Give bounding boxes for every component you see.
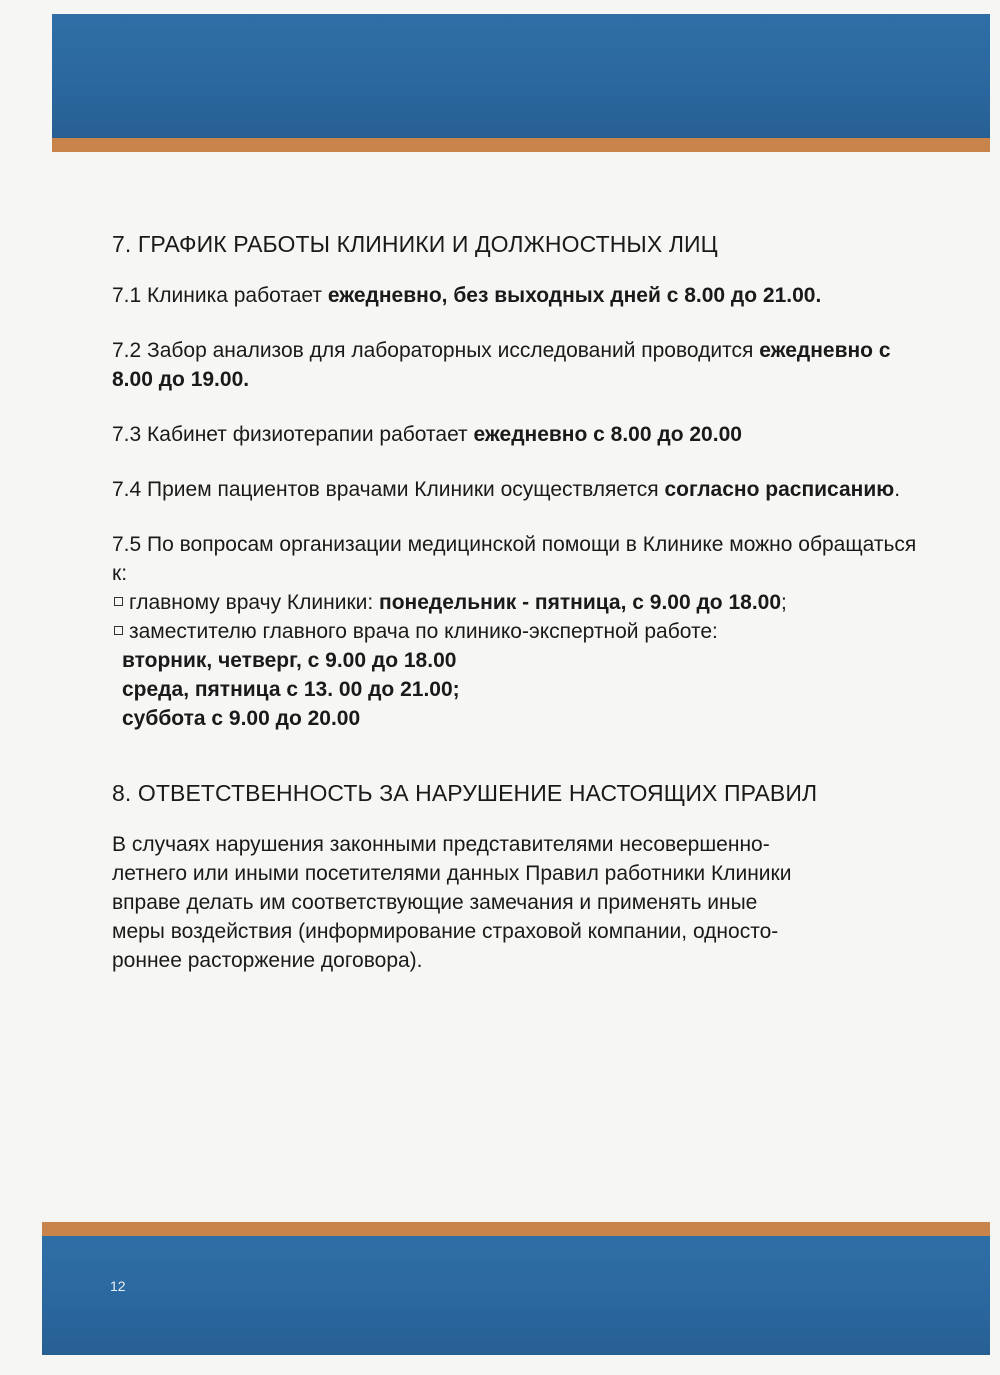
deputy-schedule-line: среда, пятница с 13. 00 до 21.00; xyxy=(122,678,460,701)
paragraph-7-2: 7.2 Забор анализов для лабораторных исследований проводится ежедневно с 8.00 до 19.00. xyxy=(112,339,891,391)
paragraph-7-3: 7.3 Кабинет физиотерапии работает ежедневно с 8.00 до 20.00 xyxy=(112,423,742,446)
paragraph-8-line: меры воздействия (информирование страховой компании, односто- xyxy=(112,920,779,943)
paragraph-7-4: 7.4 Прием пациентов врачами Клиники осуществляется согласно расписанию. xyxy=(112,478,901,501)
paragraph-8-line: В случаях нарушения законными представителями несовершенно- xyxy=(112,833,770,856)
footer-orange-stripe xyxy=(42,1222,990,1236)
deputy-schedule-line: вторник, четверг, с 9.00 до 18.00 xyxy=(122,649,457,672)
deputy-schedule-line: суббота с 9.00 до 20.00 xyxy=(122,707,361,730)
paragraph-8-line: роннее расторжение договора). xyxy=(112,949,423,972)
header-orange-stripe xyxy=(52,138,990,152)
square-bullet-icon xyxy=(114,597,123,606)
paragraph-7-1: 7.1 Клиника работает ежедневно, без выходных дней с 8.00 до 21.00. xyxy=(112,284,822,307)
paragraph-8-line: вправе делать им соответствующие замечания и применять иные xyxy=(112,891,758,914)
section-7-heading: 7. ГРАФИК РАБОТЫ КЛИНИКИ И ДОЛЖНОСТНЫХ ЛИЦ xyxy=(112,231,718,257)
page-content xyxy=(112,230,932,975)
paragraph-8 xyxy=(112,830,932,975)
header-blue-band xyxy=(52,14,990,138)
square-bullet-icon xyxy=(114,626,123,635)
contact-list xyxy=(112,588,932,646)
footer-blue-band xyxy=(42,1236,990,1355)
list-item-deputy-chief: заместителю главного врача по клинико-экспертной работе: xyxy=(112,617,932,646)
paragraph-7-5-intro: 7.5 По вопросам организации медицинской помощи в Клинике можно обращаться к: xyxy=(112,533,917,585)
page-number: 12 xyxy=(110,1278,126,1294)
list-item-chief-doctor: главному врачу Клиники: понедельник - пятница, с 9.00 до 18.00; xyxy=(112,588,932,617)
paragraph-7-5 xyxy=(112,530,932,733)
section-8-heading: 8. ОТВЕТСТВЕННОСТЬ ЗА НАРУШЕНИЕ НАСТОЯЩИХ ПРАВИЛ xyxy=(112,780,818,806)
paragraph-8-line: летнего или иными посетителями данных Правил работники Клиники xyxy=(112,862,792,885)
